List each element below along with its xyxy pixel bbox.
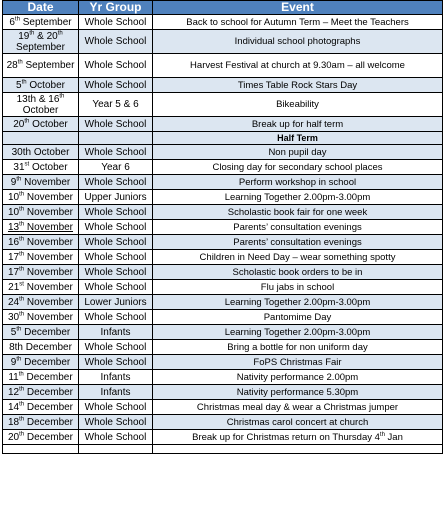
date-cell xyxy=(3,265,79,280)
ordinal-suffix: th xyxy=(19,221,25,228)
ordinal-suffix: th xyxy=(17,59,23,66)
date-text: 5th December xyxy=(10,326,71,338)
date-text: 30th October xyxy=(11,146,70,158)
event-row xyxy=(3,265,443,280)
date-cell xyxy=(3,370,79,385)
event-row xyxy=(3,175,443,190)
event-cell: Children in Need Day – wear something spotty xyxy=(153,250,443,265)
year-group-cell: Whole School xyxy=(79,340,153,355)
ordinal-suffix: st xyxy=(24,161,30,168)
date-text: 13th November xyxy=(7,221,74,233)
year-group-cell: Lower Juniors xyxy=(79,295,153,310)
empty-cell xyxy=(3,132,79,145)
year-group-cell: Whole School xyxy=(79,265,153,280)
date-text: 12th December xyxy=(7,386,74,398)
year-group-cell: Whole School xyxy=(79,430,153,445)
year-group-cell: Whole School xyxy=(79,220,153,235)
date-cell xyxy=(3,325,79,340)
event-column-header: Event xyxy=(153,1,443,15)
date-text: 8th December xyxy=(9,341,72,353)
year-group-cell: Whole School xyxy=(79,355,153,370)
date-cell xyxy=(3,385,79,400)
half-term-divider-row xyxy=(3,132,443,145)
event-cell: Parents’ consultation evenings xyxy=(153,220,443,235)
date-text: 10th November xyxy=(7,191,74,203)
date-cell xyxy=(3,30,79,54)
event-cell: Bikeability xyxy=(153,93,443,117)
empty-row xyxy=(3,445,443,454)
year-group-cell: Whole School xyxy=(79,54,153,78)
ordinal-suffix: th xyxy=(19,401,25,408)
event-row xyxy=(3,54,443,78)
date-cell xyxy=(3,430,79,445)
event-row xyxy=(3,145,443,160)
year-group-cell: Whole School xyxy=(79,310,153,325)
event-row xyxy=(3,385,443,400)
date-cell xyxy=(3,340,79,355)
event-row xyxy=(3,280,443,295)
year-group-cell: Year 6 xyxy=(79,160,153,175)
empty-cell xyxy=(79,132,153,145)
event-row xyxy=(3,93,443,117)
empty-cell xyxy=(3,445,79,454)
event-cell: Break up for half term xyxy=(153,117,443,132)
ordinal-suffix: th xyxy=(19,296,25,303)
event-row xyxy=(3,220,443,235)
year-group-cell: Whole School xyxy=(79,117,153,132)
event-cell: Break up for Christmas return on Thursday 4th Jan xyxy=(153,430,443,445)
ordinal-suffix: th xyxy=(19,431,25,438)
event-cell: Christmas carol concert at church xyxy=(153,415,443,430)
events-calendar-table xyxy=(2,0,443,454)
event-cell: Learning Together 2.00pm-3.00pm xyxy=(153,295,443,310)
date-text: 16th November xyxy=(7,236,74,248)
ordinal-suffix: th xyxy=(19,416,25,423)
date-cell xyxy=(3,117,79,132)
event-row xyxy=(3,250,443,265)
ordinal-suffix: th xyxy=(19,206,25,213)
event-row xyxy=(3,430,443,445)
date-text: 20th October xyxy=(13,118,68,130)
event-cell: Perform workshop in school xyxy=(153,175,443,190)
date-text: 17th November xyxy=(7,251,74,263)
event-cell: Scholastic book orders to be in xyxy=(153,265,443,280)
date-cell xyxy=(3,175,79,190)
event-cell: Closing day for secondary school places xyxy=(153,160,443,175)
event-row xyxy=(3,190,443,205)
ordinal-suffix: th xyxy=(16,356,22,363)
date-text: 17th November xyxy=(7,266,74,278)
ordinal-suffix: th xyxy=(19,236,25,243)
ordinal-suffix: th xyxy=(19,386,25,393)
year-group-cell: Whole School xyxy=(79,235,153,250)
event-row xyxy=(3,310,443,325)
half-term-label: Half Term xyxy=(153,132,443,145)
date-cell xyxy=(3,93,79,117)
event-cell: Nativity performance 2.00pm xyxy=(153,370,443,385)
event-row xyxy=(3,205,443,220)
date-column-header: Date xyxy=(3,1,79,15)
date-text: 14th December xyxy=(7,401,74,413)
date-text: 20th December xyxy=(7,431,74,443)
ordinal-suffix: th xyxy=(19,311,25,318)
date-cell xyxy=(3,355,79,370)
ordinal-suffix: th xyxy=(14,16,20,23)
date-text: 13th & 16th October xyxy=(16,93,65,116)
event-cell: Nativity performance 5.30pm xyxy=(153,385,443,400)
date-cell xyxy=(3,280,79,295)
ordinal-suffix: th xyxy=(59,93,65,100)
event-cell: Harvest Festival at church at 9.30am – all welcome xyxy=(153,54,443,78)
date-text: 9th November xyxy=(10,176,71,188)
date-cell xyxy=(3,160,79,175)
ordinal-suffix: th xyxy=(379,431,385,438)
year-group-cell: Whole School xyxy=(79,400,153,415)
year-group-cell: Whole School xyxy=(79,205,153,220)
date-text: 18th December xyxy=(7,416,74,428)
event-row xyxy=(3,370,443,385)
event-row xyxy=(3,235,443,250)
event-cell: Parents’ consultation evenings xyxy=(153,235,443,250)
event-cell: Pantomime Day xyxy=(153,310,443,325)
date-text: 21st November xyxy=(8,281,73,293)
event-cell: Learning Together 2.00pm-3.00pm xyxy=(153,325,443,340)
date-text: 30th November xyxy=(7,311,74,323)
ordinal-suffix: st xyxy=(19,281,24,288)
empty-cell xyxy=(79,445,153,454)
date-cell xyxy=(3,310,79,325)
date-cell xyxy=(3,250,79,265)
date-text: 19th & 20th September xyxy=(16,30,65,53)
event-row xyxy=(3,355,443,370)
date-text: 9th December xyxy=(10,356,71,368)
ordinal-suffix: th xyxy=(21,79,27,86)
year-group-cell: Whole School xyxy=(79,78,153,93)
event-row xyxy=(3,415,443,430)
event-cell: FoPS Christmas Fair xyxy=(153,355,443,370)
date-cell xyxy=(3,415,79,430)
year-group-cell: Year 5 & 6 xyxy=(79,93,153,117)
date-cell xyxy=(3,15,79,30)
event-row xyxy=(3,325,443,340)
ordinal-suffix: th xyxy=(29,30,35,37)
year-group-cell: Whole School xyxy=(79,30,153,54)
event-row xyxy=(3,15,443,30)
ordinal-suffix: th xyxy=(19,266,25,273)
date-text: 24th November xyxy=(7,296,74,308)
ordinal-suffix: th xyxy=(18,371,24,378)
date-cell xyxy=(3,54,79,78)
year-group-cell: Whole School xyxy=(79,15,153,30)
ordinal-suffix: th xyxy=(24,118,30,125)
event-cell: Bring a bottle for non uniform day xyxy=(153,340,443,355)
header-row xyxy=(3,1,443,15)
year-group-cell: Infants xyxy=(79,385,153,400)
event-cell: Scholastic book fair for one week xyxy=(153,205,443,220)
date-text: 11th December xyxy=(8,371,73,383)
event-row xyxy=(3,30,443,54)
year-group-cell: Upper Juniors xyxy=(79,190,153,205)
year-group-cell: Whole School xyxy=(79,175,153,190)
event-row xyxy=(3,400,443,415)
date-text: 5th October xyxy=(16,79,65,91)
ordinal-suffix: th xyxy=(16,176,22,183)
date-cell xyxy=(3,190,79,205)
event-row xyxy=(3,117,443,132)
date-cell xyxy=(3,78,79,93)
year-group-cell: Infants xyxy=(79,325,153,340)
ordinal-suffix: th xyxy=(16,326,22,333)
year-group-cell: Whole School xyxy=(79,415,153,430)
event-cell: Learning Together 2.00pm-3.00pm xyxy=(153,190,443,205)
event-cell: Non pupil day xyxy=(153,145,443,160)
event-cell: Times Table Rock Stars Day xyxy=(153,78,443,93)
event-cell: Individual school photographs xyxy=(153,30,443,54)
ordinal-suffix: th xyxy=(57,30,63,37)
date-cell xyxy=(3,220,79,235)
event-row xyxy=(3,340,443,355)
date-text: 31st October xyxy=(13,161,68,173)
date-text: 10th November xyxy=(7,206,74,218)
event-row xyxy=(3,78,443,93)
event-row xyxy=(3,160,443,175)
calendar-body xyxy=(3,15,443,454)
event-cell: Back to school for Autumn Term – Meet the Teachers xyxy=(153,15,443,30)
ordinal-suffix: th xyxy=(19,191,25,198)
ordinal-suffix: th xyxy=(19,251,25,258)
year-group-cell: Infants xyxy=(79,370,153,385)
event-row xyxy=(3,295,443,310)
date-cell xyxy=(3,400,79,415)
event-cell: Christmas meal day & wear a Christmas jumper xyxy=(153,400,443,415)
date-text: 28th September xyxy=(6,59,75,71)
year-group-cell: Whole School xyxy=(79,280,153,295)
date-cell xyxy=(3,205,79,220)
date-cell xyxy=(3,235,79,250)
date-cell xyxy=(3,145,79,160)
event-cell: Flu jabs in school xyxy=(153,280,443,295)
date-cell xyxy=(3,295,79,310)
year-group-cell: Whole School xyxy=(79,145,153,160)
year-group-column-header: Yr Group xyxy=(79,1,153,15)
empty-cell xyxy=(153,445,443,454)
year-group-cell: Whole School xyxy=(79,250,153,265)
date-text: 6th September xyxy=(9,16,72,28)
